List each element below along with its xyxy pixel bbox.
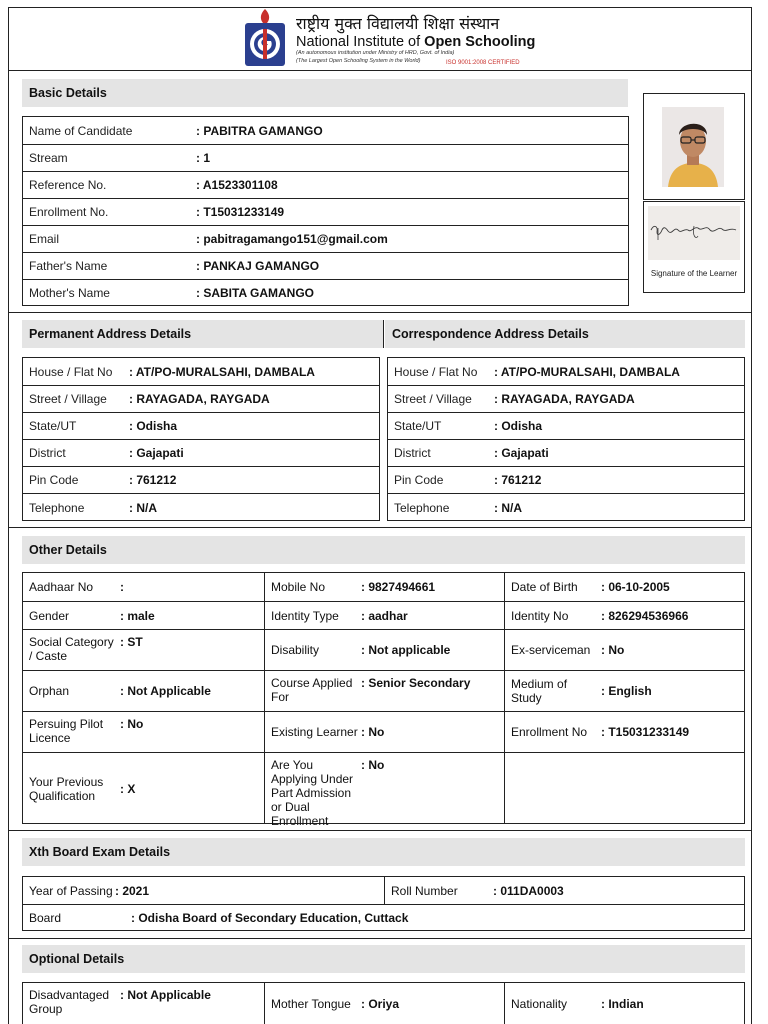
identity-no-cell: [505, 602, 746, 629]
row-value: : Odisha: [494, 419, 543, 433]
row-label: House / Flat No: [394, 364, 478, 379]
row-label: House / Flat No: [29, 364, 113, 379]
medium-of-study-cell: [505, 671, 746, 711]
table-row: [23, 279, 628, 306]
row-value: : AT/PO-MURALSAHI, DAMBALA: [129, 364, 315, 379]
basic-details-table: [22, 116, 629, 306]
table-row: [23, 711, 744, 752]
course-applied-cell: [265, 671, 505, 711]
row-label: District: [394, 446, 431, 460]
cell-value: : 06-10-2005: [601, 580, 670, 594]
table-row: [23, 144, 628, 171]
cell-label: Board: [29, 911, 62, 925]
cell-value: : aadhar: [361, 608, 408, 623]
photo-box: [643, 93, 745, 200]
board-exam-table: [22, 876, 745, 931]
cell-value: : 2021: [115, 883, 150, 898]
table-row: [23, 601, 744, 629]
row-label: Email: [29, 232, 60, 246]
table-row: [23, 117, 628, 144]
cell-value: : X: [120, 781, 136, 796]
table-row: [23, 670, 744, 711]
orphan-cell: [23, 671, 265, 711]
previous-qualification-cell: [23, 753, 265, 824]
table-row: [23, 225, 628, 252]
cell-value: : T15031233149: [601, 725, 690, 739]
institute-subtitle-1: (An autonomous institution under Ministry of HRD, Govt. of India): [296, 50, 455, 56]
cell-value: : Not applicable: [361, 643, 451, 657]
dob-cell: [505, 573, 746, 601]
row-label: Father's Name: [29, 259, 108, 273]
social-category-cell: [23, 630, 265, 670]
cell-value: :: [120, 580, 124, 594]
basic-details-heading: Basic Details: [22, 79, 628, 107]
ex-serviceman-cell: [505, 630, 746, 670]
cell-label: Medium of Study: [511, 677, 568, 705]
cell-value: : No: [120, 717, 144, 731]
row-value: : RAYAGADA, RAYGADA: [494, 392, 635, 406]
cell-label: Ex-serviceman: [511, 643, 591, 657]
row-label: State/UT: [394, 419, 442, 433]
table-row: [388, 385, 744, 412]
table-row: [388, 439, 744, 466]
row-value: : A1523301108: [196, 178, 278, 192]
institute-title-english: [296, 34, 535, 50]
cell-value: : male: [120, 608, 155, 623]
cell-value: : No: [601, 643, 625, 657]
cell-value: : Odisha Board of Secondary Education, Cuttack: [131, 911, 409, 925]
permanent-address-table: [22, 357, 380, 521]
nationality-cell: [505, 983, 746, 1024]
identity-type-cell: [265, 602, 505, 629]
cell-value: : ST: [120, 635, 143, 649]
cell-label: Disadvantaged Group: [29, 988, 110, 1016]
cell-label: Enrollment No: [511, 725, 588, 739]
cell-label: Year of Passing: [29, 883, 113, 898]
correspondence-address-heading: Correspondence Address Details: [385, 320, 745, 348]
table-row: [23, 629, 744, 670]
table-row: [23, 877, 744, 904]
row-value: : PABITRA GAMANGO: [196, 123, 323, 138]
table-row: [388, 493, 744, 521]
table-row: [23, 904, 744, 931]
table-row: [23, 752, 744, 828]
row-label: Stream: [29, 151, 68, 165]
gender-cell: [23, 602, 265, 629]
table-row: [388, 358, 744, 385]
table-row: [23, 466, 379, 493]
other-details-heading: Other Details: [22, 536, 745, 564]
aadhaar-cell: [23, 573, 265, 601]
cell-label: Orphan: [29, 684, 70, 698]
year-of-passing-cell: [23, 877, 385, 904]
cell-label: Identity No: [511, 608, 569, 623]
cell-label: Gender: [29, 608, 70, 623]
row-value: : AT/PO-MURALSAHI, DAMBALA: [494, 364, 680, 379]
disability-cell: [265, 630, 505, 670]
table-row: [388, 412, 744, 439]
table-row: [23, 573, 744, 601]
cell-label: Identity Type: [271, 608, 339, 623]
row-label: Enrollment No.: [29, 205, 109, 219]
cell-label: Social Category / Caste: [29, 635, 114, 663]
cell-label: Date of Birth: [511, 580, 578, 594]
row-value: : SABITA GAMANGO: [196, 286, 314, 300]
signature-caption: Signature of the Learner: [650, 269, 738, 278]
row-value: : Odisha: [129, 419, 178, 433]
cell-label: Nationality: [511, 997, 568, 1011]
roll-number-cell: [385, 877, 746, 904]
row-label: Name of Candidate: [29, 123, 133, 138]
cell-value: : 826294536966: [601, 608, 689, 623]
institute-subtitle-2: (The Largest Open Schooling System in the World): [296, 58, 421, 64]
cell-value: : Oriya: [361, 997, 400, 1011]
row-label: Street / Village: [394, 392, 472, 406]
existing-learner-cell: [265, 712, 505, 752]
institute-title-prefix: National Institute of: [296, 34, 425, 50]
cell-label: Are You Applying Under Part Admission or Dual Enrollment: [271, 758, 354, 828]
row-value: : Gajapati: [129, 446, 184, 460]
cell-value: : No: [361, 758, 385, 772]
cell-label: Your Previous Qualification: [29, 774, 104, 803]
cell-label: Existing Learner: [271, 725, 358, 739]
row-value: : Gajapati: [494, 446, 549, 460]
cell-value: : Not Applicable: [120, 988, 211, 1002]
row-label: Telephone: [29, 500, 85, 515]
cell-value: : No: [361, 725, 385, 739]
cell-label: Mobile No: [271, 580, 326, 594]
cell-value: : Not Applicable: [120, 684, 211, 698]
row-value: : N/A: [494, 500, 522, 515]
optional-details-heading: Optional Details: [22, 945, 745, 973]
signature-image: [648, 206, 740, 260]
correspondence-address-table: [387, 357, 745, 521]
table-row: [23, 198, 628, 225]
part-admission-cell: [265, 753, 505, 828]
row-value: : 1: [196, 151, 211, 165]
row-label: District: [29, 446, 66, 460]
candidate-photo: [662, 107, 724, 187]
table-row: [388, 466, 744, 493]
other-details-table: [22, 572, 745, 828]
cell-label: Disability: [271, 643, 320, 657]
table-row: [23, 252, 628, 279]
cell-value: : 9827494661: [361, 580, 436, 594]
table-row: [23, 171, 628, 198]
row-label: Pin Code: [29, 473, 79, 487]
cell-label: Roll Number: [391, 883, 458, 898]
empty-cell: [505, 753, 746, 824]
mobile-cell: [265, 573, 505, 601]
institute-title-bold: Open Schooling: [424, 34, 536, 50]
row-label: State/UT: [29, 419, 77, 433]
row-value: : RAYAGADA, RAYGADA: [129, 392, 270, 406]
table-row: [23, 983, 744, 1024]
cell-label: Mother Tongue: [271, 997, 351, 1011]
row-value: : PANKAJ GAMANGO: [196, 259, 320, 273]
table-row: [23, 439, 379, 466]
row-label: Mother's Name: [29, 286, 110, 300]
row-value: : pabitragamango151@gmail.com: [196, 232, 388, 246]
row-label: Street / Village: [29, 392, 107, 406]
cell-value: : 011DA0003: [493, 883, 564, 898]
institute-title-hindi: राष्ट्रीय मुक्त विद्यालयी शिक्षा संस्थान: [296, 14, 500, 33]
table-row: [23, 385, 379, 412]
signature-box: [643, 201, 745, 293]
board-exam-heading: Xth Board Exam Details: [22, 838, 745, 866]
nios-logo-icon: [242, 9, 288, 67]
cell-value: : Indian: [601, 997, 644, 1011]
row-label: Telephone: [394, 500, 450, 515]
permanent-address-heading: Permanent Address Details: [22, 320, 383, 348]
row-value: : 761212: [129, 473, 177, 487]
pilot-licence-cell: [23, 712, 265, 752]
cell-label: Persuing Pilot Licence: [29, 717, 104, 745]
row-label: Reference No.: [29, 178, 107, 192]
table-row: [23, 412, 379, 439]
optional-details-table: [22, 982, 745, 1024]
row-label: Pin Code: [394, 473, 444, 487]
row-value: : N/A: [129, 500, 157, 515]
table-row: [23, 493, 379, 521]
iso-badge: ISO 9001:2008 CERTIFIED: [446, 60, 520, 66]
row-value: : T15031233149: [196, 205, 285, 219]
cell-value: : English: [601, 684, 652, 698]
row-value: : 761212: [494, 473, 542, 487]
disadvantaged-group-cell: [23, 983, 265, 1024]
cell-label: Course Applied For: [271, 676, 353, 704]
cell-label: Aadhaar No: [29, 580, 94, 594]
cell-value: : Senior Secondary: [361, 676, 471, 690]
table-row: [23, 358, 379, 385]
mother-tongue-cell: [265, 983, 505, 1024]
enrollment-no-cell: [505, 712, 746, 752]
